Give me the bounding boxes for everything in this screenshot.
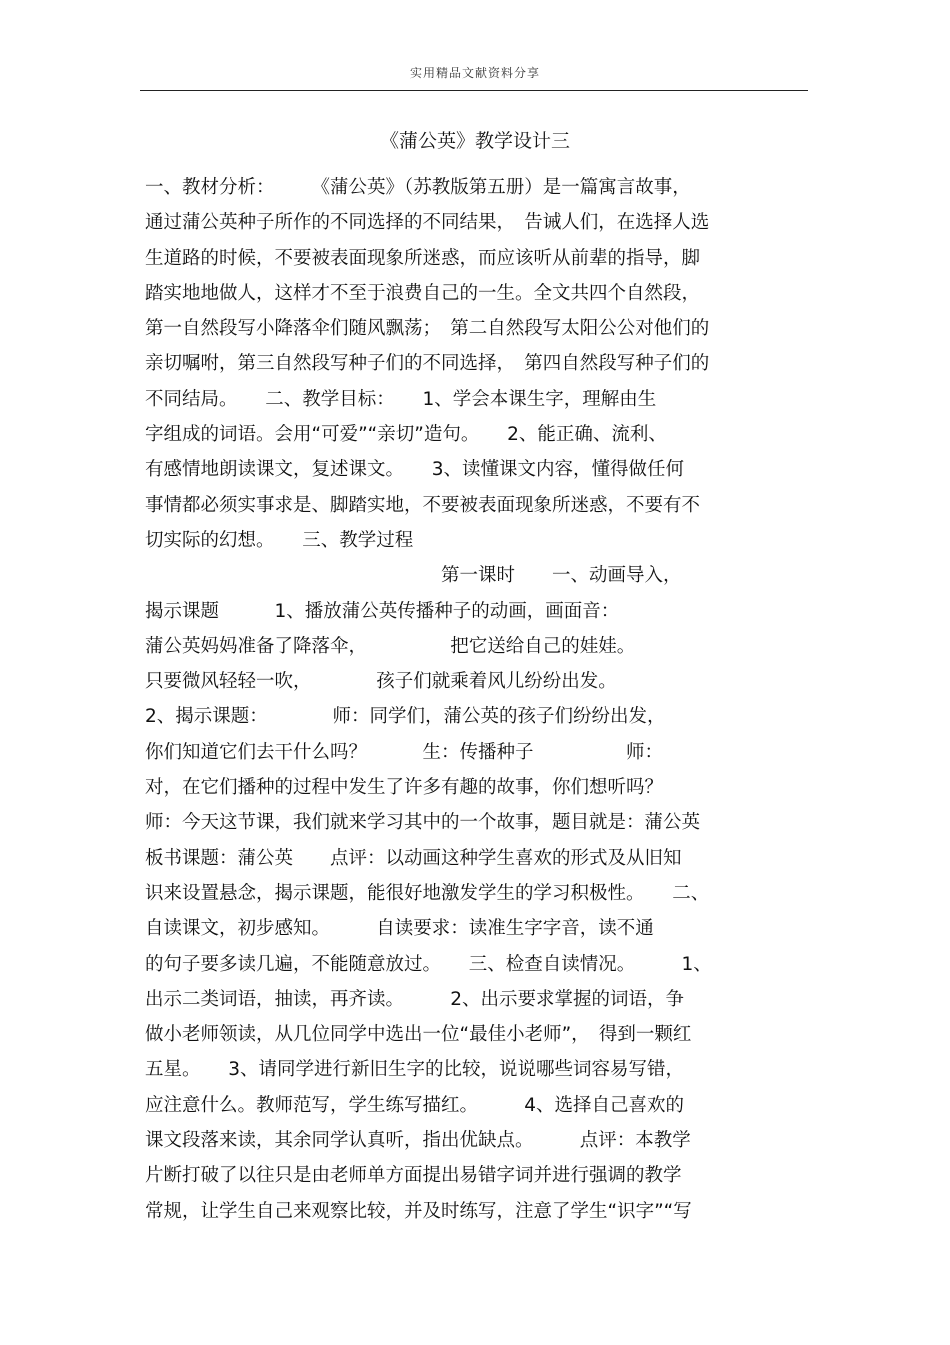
body-line: 亲切嘱咐，第三自然段写种子们的不同选择， 第四自然段写种子们的 (145, 353, 710, 375)
body-line: 有感情地朗读课文，复述课文。 3、读懂课文内容，懂得做任何 (145, 459, 685, 481)
body-line: 常规，让学生自己来观察比较，并及时练写，注意了学生“识字”“写 (145, 1200, 692, 1222)
body-line: 应注意什么。教师范写，学生练写描红。 4、选择自己喜欢的 (145, 1094, 685, 1116)
body-line: 一、教材分析： 《蒲公英》（苏教版第五册）是一篇寓言故事， (145, 177, 691, 198)
page-header-text: 实用精品文献资料分享 (409, 66, 540, 80)
body-line: 事情都必须实事求是、脚踏实地，不要被表面现象所迷惑，不要有不 (145, 494, 701, 516)
body-line: 字组成的词语。会用“可爱”“亲切”造句。 2、能正确、流利、 (145, 424, 667, 446)
body-line: 出示二类词语，抽读，再齐读。 2、出示要求掌握的词语，争 (145, 988, 685, 1010)
body-line: 通过蒲公英种子所作的不同选择的不同结果， 告诫人们，在选择人选 (145, 212, 710, 234)
body-line: 板书课题：蒲公英 点评：以动画这种学生喜欢的形式及从旧知 (145, 847, 682, 869)
body-line: 师：今天这节课，我们就来学习其中的一个故事，题目就是：蒲公英 (145, 812, 701, 834)
body-line: 对，在它们播种的过程中发生了许多有趣的故事，你们想听吗？ (145, 777, 664, 799)
body-line: 踏实地地做人，这样才不至于浪费自己的一生。全文共四个自然段， (145, 282, 701, 304)
body-line: 2、揭示课题： 师：同学们，蒲公英的孩子们纷纷出发， (145, 706, 666, 728)
body-line: 自读课文，初步感知。 自读要求：读准生字字音，读不通 (145, 918, 654, 940)
document-title: 《蒲公英》教学设计三 (379, 130, 570, 152)
body-line: 不同结局。 二、教学目标： 1、学会本课生字，理解由生 (145, 388, 657, 410)
body-line: 的句子要多读几遍，不能随意放过。 三、检查自读情况。 1、 (145, 953, 712, 975)
body-line: 你们知道它们去干什么吗？ 生：传播种子 师： (145, 741, 664, 763)
body-line: 做小老师领读，从几位同学中选出一位“最佳小老师”， 得到一颗红 (145, 1024, 692, 1046)
body-line: 蒲公英妈妈准备了降落伞， 把它送给自己的娃娃。 (145, 635, 636, 657)
header-divider (140, 90, 808, 91)
body-line: 五星。 3、请同学进行新旧生字的比较，说说哪些词容易写错， (145, 1059, 685, 1081)
body-line: 课文段落来读，其余同学认真听，指出优缺点。 点评：本教学 (145, 1130, 691, 1152)
body-line: 生道路的时候，不要被表面现象所迷惑，而应该听从前辈的指导，脚 (145, 247, 701, 269)
body-line: 第一课时 一、动画导入， (145, 565, 682, 587)
body-line: 片断打破了以往只是由老师单方面提出易错字词并进行强调的教学 (145, 1165, 682, 1187)
body-line: 揭示课题 1、播放蒲公英传播种子的动画，画面音： (145, 600, 620, 622)
body-line: 识来设置悬念，揭示课题，能很好地激发学生的学习积极性。 二、 (145, 882, 710, 904)
body-line: 只要微风轻轻一吹， 孩子们就乘着风儿纷纷出发。 (145, 671, 617, 693)
body-line: 第一自然段写小降落伞们随风飘荡； 第二自然段写太阳公公对他们的 (145, 318, 710, 340)
body-line: 切实际的幻想。 三、教学过程 (145, 529, 414, 551)
document-body (145, 170, 825, 1229)
